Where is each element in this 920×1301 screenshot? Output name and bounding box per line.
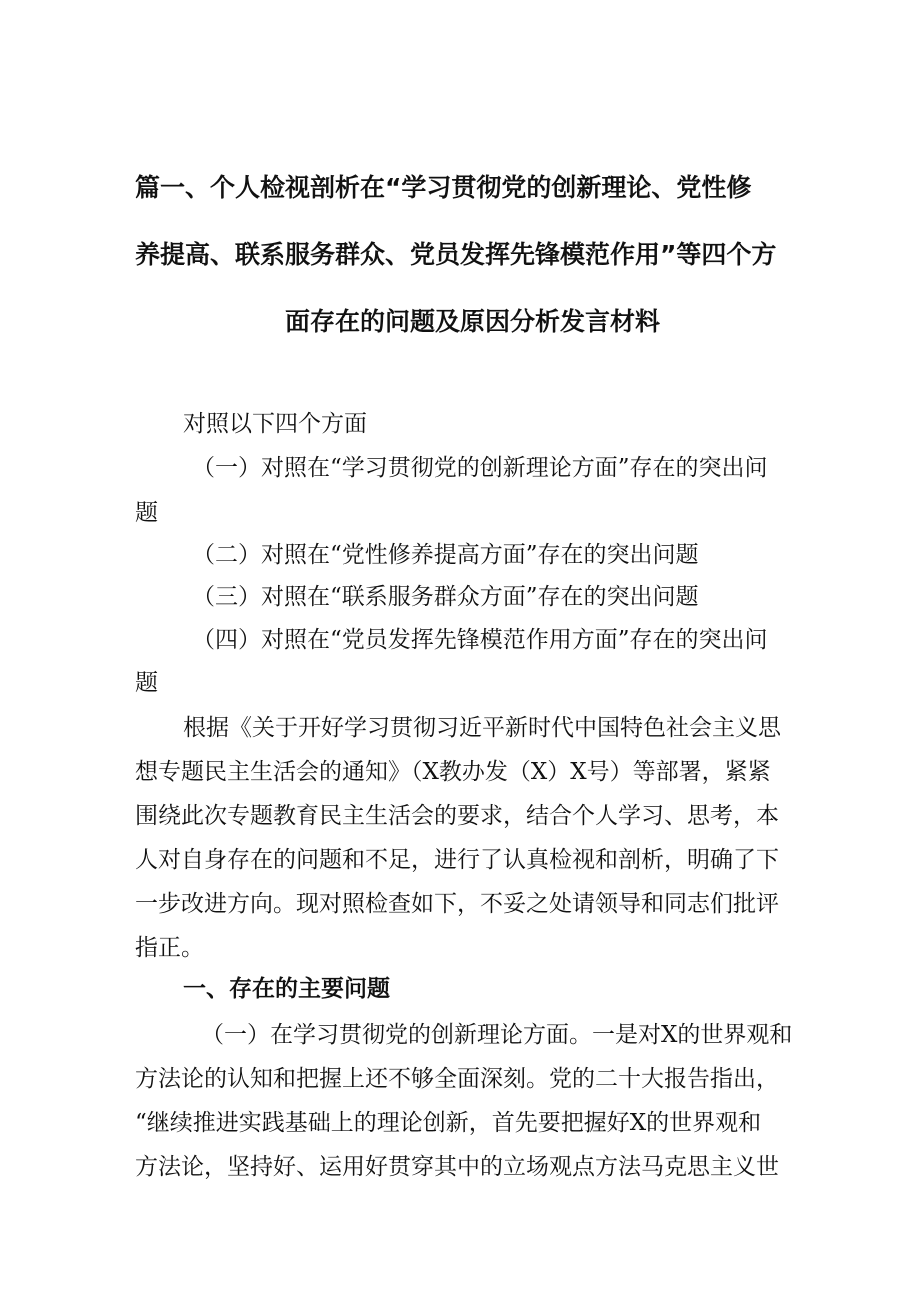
intro-item-3: （三）对照在“联系服务群众方面”存在的突出问题 (192, 584, 699, 610)
paragraph-line-4: 人对自身存在的问题和不足，进行了认真检视和剖析，明确了下 (135, 847, 779, 873)
document-title-line-1: 篇一、个人检视剖析在“学习贯彻党的创新理论、党性修 (135, 173, 752, 202)
intro-heading: 对照以下四个方面 (183, 411, 367, 437)
section-line-2: 方法论的认知和把握上还不够全面深刻。党的二十大报告指出， (135, 1066, 779, 1092)
section-line-1: （一）在学习贯彻党的创新理论方面。一是对X的世界观和 (201, 1022, 793, 1048)
paragraph-line-6: 指正。 (135, 935, 204, 961)
intro-item-1-line-1: （一）对照在“学习贯彻党的创新理论方面”存在的突出问 (192, 455, 768, 481)
intro-item-4-line-2: 题 (135, 670, 158, 696)
paragraph-line-2: 想专题民主生活会的通知》（X教办发（X）X号）等部署，紧紧 (135, 759, 771, 785)
intro-item-1-line-2: 题 (135, 500, 158, 526)
intro-item-2: （二）对照在“党性修养提高方面”存在的突出问题 (192, 542, 699, 568)
section-line-4: 方法论，坚持好、运用好贯穿其中的立场观点方法马克思主义世 (135, 1154, 779, 1180)
paragraph-line-5: 一步改进方向。现对照检查如下，不妥之处请领导和同志们批评 (135, 891, 779, 917)
section-heading: 一、存在的主要问题 (183, 976, 390, 1002)
paragraph-line-3: 围绕此次专题教育民主生活会的要求，结合个人学习、思考，本 (135, 803, 779, 829)
section-line-3: “继续推进实践基础上的理论创新，首先要把握好X的世界观和 (135, 1110, 762, 1136)
paragraph-line-1: 根据《关于开好学习贯彻习近平新时代中国特色社会主义思 (183, 715, 781, 741)
intro-item-4-line-1: （四）对照在“党员发挥先锋模范作用方面”存在的突出问 (192, 627, 768, 653)
document-title-line-3: 面存在的问题及原因分析发言材料 (285, 307, 661, 336)
document-title-line-2: 养提高、联系服务群众、党员发挥先锋模范作用”等四个方 (135, 240, 777, 269)
